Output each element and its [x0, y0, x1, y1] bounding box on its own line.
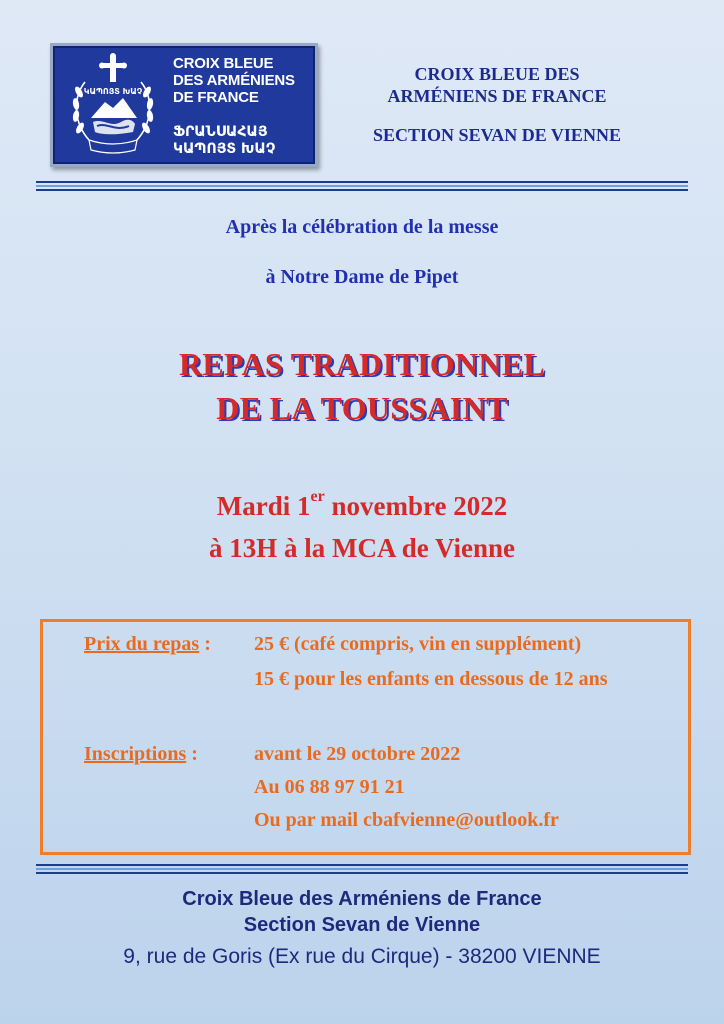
price-child: 15 € pour les enfants en dessous de 12 ans — [254, 668, 608, 690]
event-date-line — [0, 480, 724, 527]
section-header: SECTION SEVAN DE VIENNE — [373, 125, 621, 145]
org-name-line: CROIX BLEUE DES — [414, 64, 580, 84]
price-adult: 25 € (café compris, vin en supplément) — [254, 633, 582, 655]
logo-text-armenian — [173, 124, 275, 158]
event-time-place: à 13H à la MCA de Vienne — [208, 533, 515, 563]
registration-deadline: avant le 29 octobre 2022 — [254, 743, 461, 765]
logo-line: CROIX BLEUE — [173, 55, 274, 72]
intro-line: Après la célébration de la messe — [225, 216, 499, 238]
footer-address: 9, rue de Goris (Ex rue du Cirque) - 38200 VIENNE — [123, 945, 601, 968]
logo-line: DES ARMÉNIENS — [173, 72, 295, 89]
inscriptions-label — [84, 743, 198, 766]
inscriptions-label-text: Inscriptions — [84, 743, 187, 765]
bottom-divider — [36, 864, 688, 874]
intro-line: à Notre Dame de Pipet — [265, 266, 459, 288]
org-name-line: ARMÉNIENS DE FRANCE — [387, 86, 607, 106]
date-suffix: novembre 2022 — [324, 491, 508, 521]
price-label-text: Prix du repas — [84, 633, 200, 655]
event-title — [0, 342, 724, 430]
logo-line: ԿԱՊՈՅՏ ԽԱՉ — [173, 141, 276, 157]
cross-wreath-emblem-icon — [63, 52, 163, 160]
org-name-header — [330, 63, 664, 107]
top-divider — [36, 181, 688, 191]
price-label-colon: : — [199, 633, 211, 655]
registration-email[interactable]: Ou par mail cbafvienne@outlook.fr — [254, 809, 559, 831]
date-prefix: Mardi 1 — [216, 491, 311, 521]
registration-phone[interactable]: Au 06 88 97 91 21 — [254, 776, 405, 798]
logo-line: ՖՐԱՆՍԱՀԱՅ — [173, 124, 268, 140]
croix-bleue-logo — [50, 43, 318, 167]
event-date — [0, 480, 724, 569]
logo-line: DE FRANCE — [173, 89, 259, 106]
event-title-line: REPAS TRADITIONNEL — [178, 346, 546, 382]
logo-text-latin — [173, 55, 295, 106]
emblem-label: ԿԱՊՈՅՏ ԽԱՉ — [83, 87, 143, 96]
footer-org: Croix Bleue des Arméniens de France — [182, 888, 542, 910]
price-label — [84, 633, 211, 656]
date-ordinal: er — [310, 488, 325, 505]
inscriptions-label-colon: : — [186, 743, 198, 765]
footer-section: Section Sevan de Vienne — [243, 914, 481, 936]
event-title-line: DE LA TOUSSAINT — [216, 390, 508, 426]
